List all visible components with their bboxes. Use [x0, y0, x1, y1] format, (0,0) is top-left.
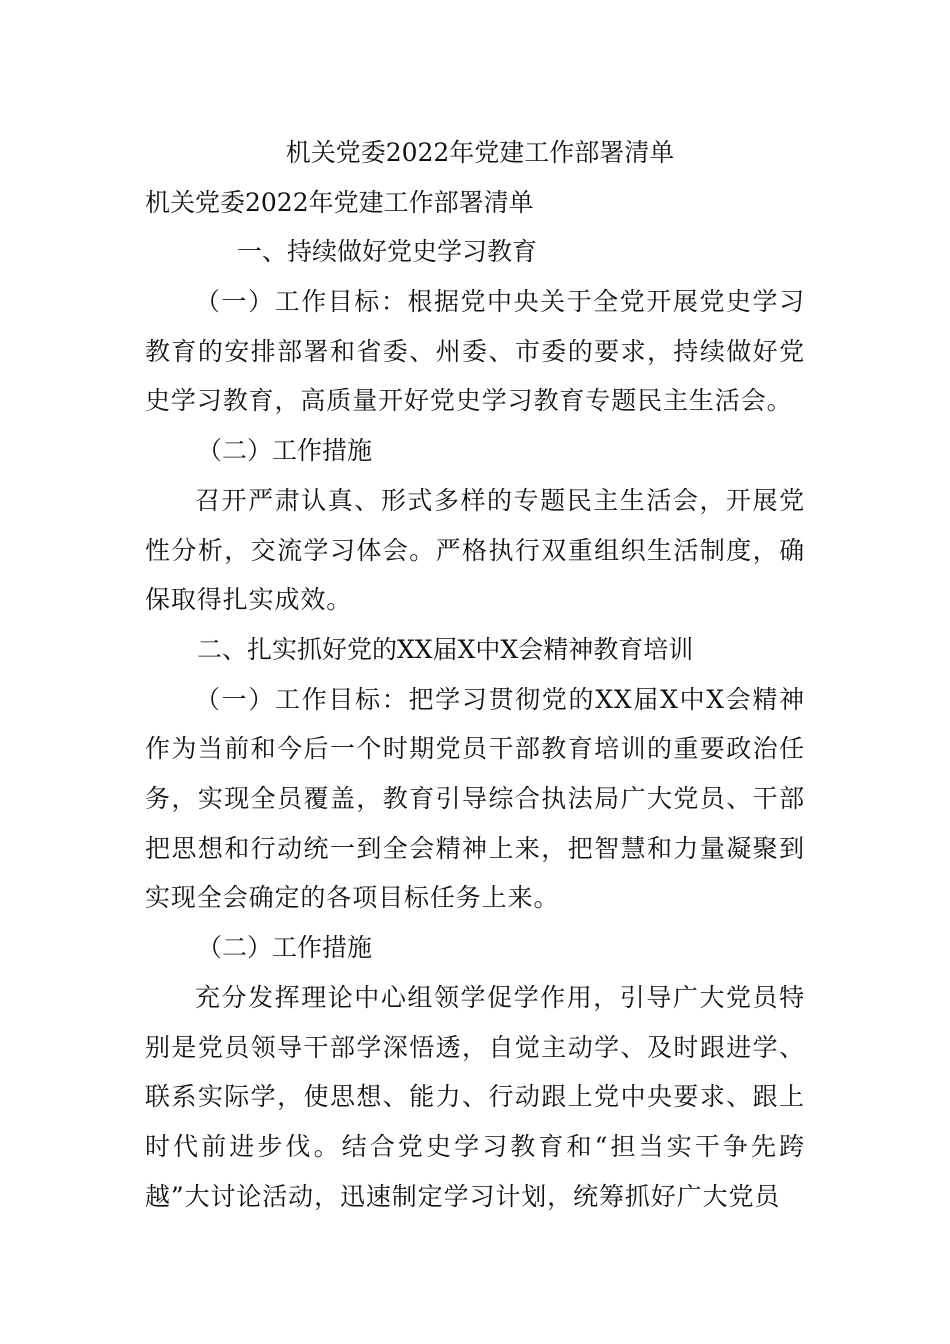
- section-1-measures-heading: （二）工作措施: [197, 436, 373, 466]
- section-2-goal: （一）工作目标：把学习贯彻党的XX届X中X会精神作为当前和今后一个时期党员干部教育培训的重要政治任务，实现全员覆盖，教育引导综合执法局广大党员、干部把思想和行动统一到全会精神上来，把智慧和力量凝聚到实现全会确定的各项目标任务上来。: [145, 684, 805, 913]
- section-1-heading: 一、持续做好党史学习教育: [237, 237, 538, 267]
- section-2-measures-heading: （二）工作措施: [197, 933, 373, 963]
- section-2-measures: 充分发挥理论中心组领学促学作用，引导广大党员特别是党员领导干部学深悟透，自觉主动学、及时跟进学、联系实际学，使思想、能力、行动跟上党中央要求、跟上时代前进步伐。结合党史学习教育和“担当实干争先跨越”大讨论活动，迅速制定学习计划，统筹抓好广大党员: [145, 982, 805, 1211]
- document-page: [145, 128, 805, 1221]
- section-1-measures: 召开严肃认真、形式多样的专题民主生活会，开展党性分析，交流学习体会。严格执行双重组织生活制度，确保取得扎实成效。: [145, 485, 805, 615]
- section-2-heading: 二、扎实抓好党的XX届X中X会精神教育培训: [197, 634, 694, 664]
- document-subtitle: 机关党委2022年党建工作部署清单: [145, 187, 534, 217]
- section-1-goal: （一）工作目标：根据党中央关于全党开展党史学习教育的安排部署和省委、州委、市委的要求，持续做好党史学习教育，高质量开好党史学习教育专题民主生活会。: [145, 287, 805, 416]
- document-title: 机关党委2022年党建工作部署清单: [285, 138, 675, 167]
